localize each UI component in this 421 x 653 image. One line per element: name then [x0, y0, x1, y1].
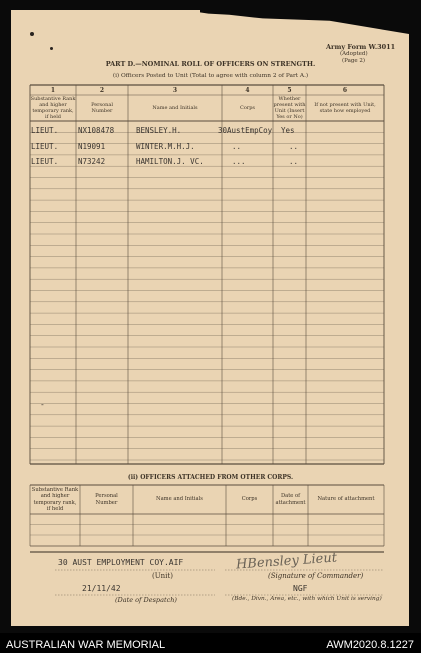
column-header-line: Corps: [241, 496, 258, 503]
column-header-line: present with: [273, 101, 306, 108]
column-number: 1: [50, 87, 56, 94]
column-header-line: Nature of attachment: [317, 496, 375, 503]
despatch-date-label: (Date of Despatch): [115, 596, 177, 604]
column-header-line: Personal: [91, 101, 113, 108]
bde-label: (Bde., Divn., Area, etc., with which Unit is serving): [232, 596, 382, 602]
column-header-line: attachment: [275, 499, 306, 506]
unit-label: (Unit): [152, 572, 173, 580]
cell-present: ..: [289, 157, 299, 166]
column-header-line: Name and Initials: [156, 496, 203, 503]
cell-present: ..: [289, 141, 299, 151]
archive-footer: [0, 633, 421, 653]
column-header-line: and higher: [39, 101, 67, 108]
punch-hole: [50, 47, 53, 50]
column-header-line: Number: [91, 108, 113, 114]
archive-reference: AWM2020.8.1227: [326, 639, 414, 651]
column-header-line: Personal: [95, 493, 118, 500]
column-header-line: if held: [46, 505, 64, 512]
column-header-line: Substantive Rank: [31, 487, 79, 494]
cell-rank: LIEUT.: [31, 157, 59, 166]
column-header-line: temporary rank,: [33, 499, 77, 506]
column-header-line: if held: [44, 114, 62, 121]
cell-personal-number: N73242: [78, 157, 106, 166]
column-number: 3: [172, 87, 178, 94]
commander-signature: HBensley Lieut: [235, 550, 338, 573]
stray-mark: -: [40, 400, 45, 409]
despatch-date-value: 21/11/42: [82, 584, 121, 593]
archive-name: AUSTRALIAN WAR MEMORIAL: [6, 639, 166, 651]
column-header-line: Date of: [280, 493, 301, 500]
column-header-line: Unit (Insert: [274, 108, 305, 114]
cell-personal-number: N19091: [78, 141, 106, 151]
column-header-line: Number: [95, 499, 118, 506]
column-header-line: and higher: [40, 493, 70, 500]
column-header-line: Whether: [278, 95, 301, 102]
signature-label: (Signature of Commander): [268, 572, 364, 580]
punch-hole: [30, 32, 34, 36]
column-number: 6: [342, 87, 348, 94]
column-header-line: Yes or No): [276, 114, 303, 121]
cell-present: Yes: [281, 126, 295, 135]
column-header-line: temporary rank,: [32, 108, 74, 114]
cell-corps: 30AustEmpCoy: [218, 126, 273, 135]
cell-name: HAMILTON.J. VC.: [136, 157, 204, 166]
cell-rank: LIEUT.: [31, 126, 59, 135]
column-number: 5: [287, 87, 292, 94]
column-number: 4: [245, 87, 250, 94]
form-adopted: (Adopted): [340, 51, 368, 57]
cell-personal-number: NX108478: [78, 126, 115, 135]
form-page-number: (Page 2): [342, 58, 366, 64]
form-number: Army Form W.3011: [326, 43, 396, 51]
attached-section-title: (ii) OFFICERS ATTACHED FROM OTHER CORPS.: [127, 474, 294, 481]
unit-value: 30 AUST EMPLOYMENT COY.AIF: [58, 558, 184, 567]
cell-name: BENSLEY.H.: [136, 126, 182, 135]
cell-name: WINTER.M.H.J.: [136, 141, 195, 151]
column-header-line: Corps: [240, 104, 255, 111]
cell-corps: ...: [232, 157, 246, 166]
column-header-line: state how employed: [319, 108, 371, 114]
column-number: 2: [99, 87, 105, 94]
column-header-line: If not present with Unit,: [314, 101, 376, 108]
column-header-line: Name and Initials: [152, 104, 198, 111]
form-subtitle: (i) Officers Posted to Unit (Total to agree with column 2 of Part A.): [112, 73, 309, 79]
cell-rank: LIEUT.: [31, 141, 59, 151]
column-header-line: Substantive Rank: [30, 95, 76, 102]
bde-value: NGF: [293, 584, 308, 593]
cell-corps: ..: [232, 141, 242, 151]
form-title: PART D.—NOMINAL ROLL OF OFFICERS ON STRENGTH.: [105, 60, 316, 68]
